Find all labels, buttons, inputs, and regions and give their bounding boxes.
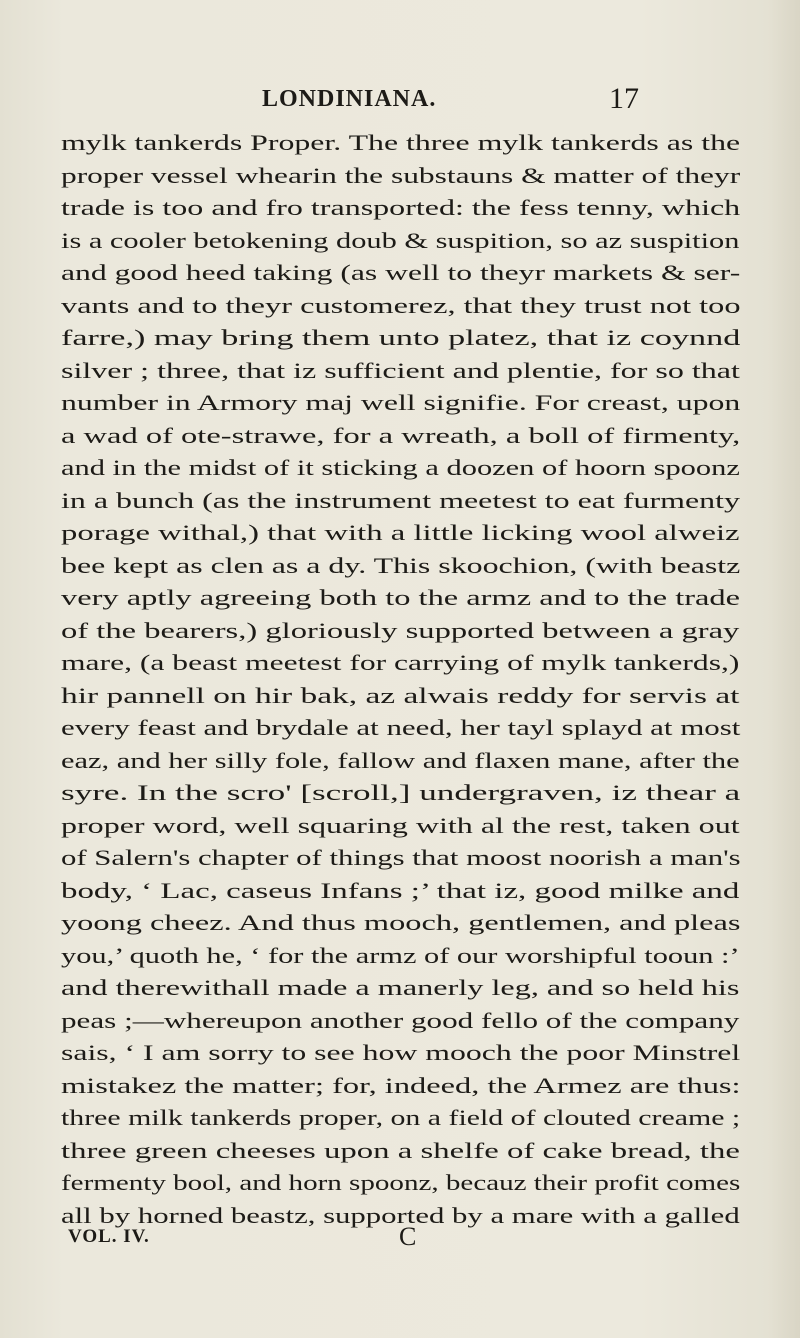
- text-line: peas ;—whereupon another good fello of the company: [61, 1007, 740, 1033]
- text-line: sais, ‘ I am sorry to see how mooch the poor Minstrel: [61, 1040, 741, 1065]
- text-line: hir pannell on hir bak, az alwais reddy for servis at: [61, 682, 740, 708]
- running-head: LONDINIANA.: [262, 86, 437, 112]
- text-line: eaz, and her silly fole, fallow and flaxen mane, after the: [61, 747, 740, 773]
- text-line: is a cooler betokening doub & suspition, so az suspition: [61, 227, 740, 253]
- text-line: a wad of ote-strawe, for a wreath, a boll of firmenty,: [61, 422, 741, 448]
- text-line: farre,) may bring them unto platez, that iz coynnd: [61, 325, 741, 350]
- text-line: trade is too and fro transported: the fess tenny, which: [61, 195, 741, 220]
- text-line: and in the midst of it sticking a doozen of hoorn spoonz: [61, 455, 740, 480]
- text-line: all by horned beastz, supported by a mare with a galled: [61, 1202, 740, 1228]
- text-line: in a bunch (as the instrument meetest to eat furmenty: [61, 487, 740, 513]
- text-line: and therewithall made a manerly leg, and so held his: [61, 975, 740, 1000]
- text-line: silver ; three, that iz sufficient and plentie, for so that: [61, 357, 740, 383]
- text-line: syre. In the scro' [scroll,] undergraven, iz thear a: [61, 780, 741, 805]
- text-line: very aptly agreeing both to the armz and to the trade: [61, 585, 741, 610]
- text-line: you,’ quoth he, ‘ for the armz of our worshipful tooun :’: [61, 942, 740, 968]
- volume-label: VOL. IV.: [68, 1226, 150, 1247]
- text-line: three green cheeses upon a shelfe of cake bread, the: [61, 1137, 740, 1163]
- text-line: porage withal,) that with a little licking wool alweiz: [61, 520, 740, 545]
- text-line: proper word, well squaring with al the rest, taken out: [61, 812, 740, 838]
- page-number: 17: [609, 82, 639, 115]
- text-line: of Salern's chapter of things that moost noorish a man's: [61, 845, 741, 870]
- text-line: and good heed taking (as well to theyr markets & ser-: [61, 260, 741, 285]
- text-line: body, ‘ Lac, caseus Infans ;’ that iz, good milke and: [61, 877, 740, 903]
- signature-mark: C: [399, 1222, 417, 1251]
- text-line: mistakez the matter; for, indeed, the Armez are thus:: [61, 1072, 741, 1098]
- page-footer: [0, 1222, 800, 1256]
- text-line: bee kept as clen as a dy. This skoochion, (with beastz: [61, 552, 741, 578]
- text-line: fermenty bool, and horn spoonz, becauz their profit comes: [61, 1170, 741, 1195]
- text-line: vants and to theyr customerez, that they trust not too: [61, 292, 741, 318]
- page-header: [0, 82, 800, 120]
- text-line: every feast and brydale at need, her tayl splayd at most: [61, 715, 741, 740]
- text-line: yoong cheez. And thus mooch, gentlemen, and pleas: [61, 910, 741, 935]
- text-line: mylk tankerds Proper. The three mylk tankerds as the: [61, 130, 741, 155]
- text-line: three milk tankerds proper, on a field of clouted creame ;: [61, 1105, 741, 1130]
- text-line: mare, (a beast meetest for carrying of mylk tankerds,): [61, 650, 740, 675]
- text-line: proper vessel whearin the substauns & matter of theyr: [61, 162, 741, 188]
- text-line: of the bearers,) gloriously supported between a gray: [61, 617, 740, 643]
- text-line: number in Armory maj well signifie. For creast, upon: [61, 390, 741, 415]
